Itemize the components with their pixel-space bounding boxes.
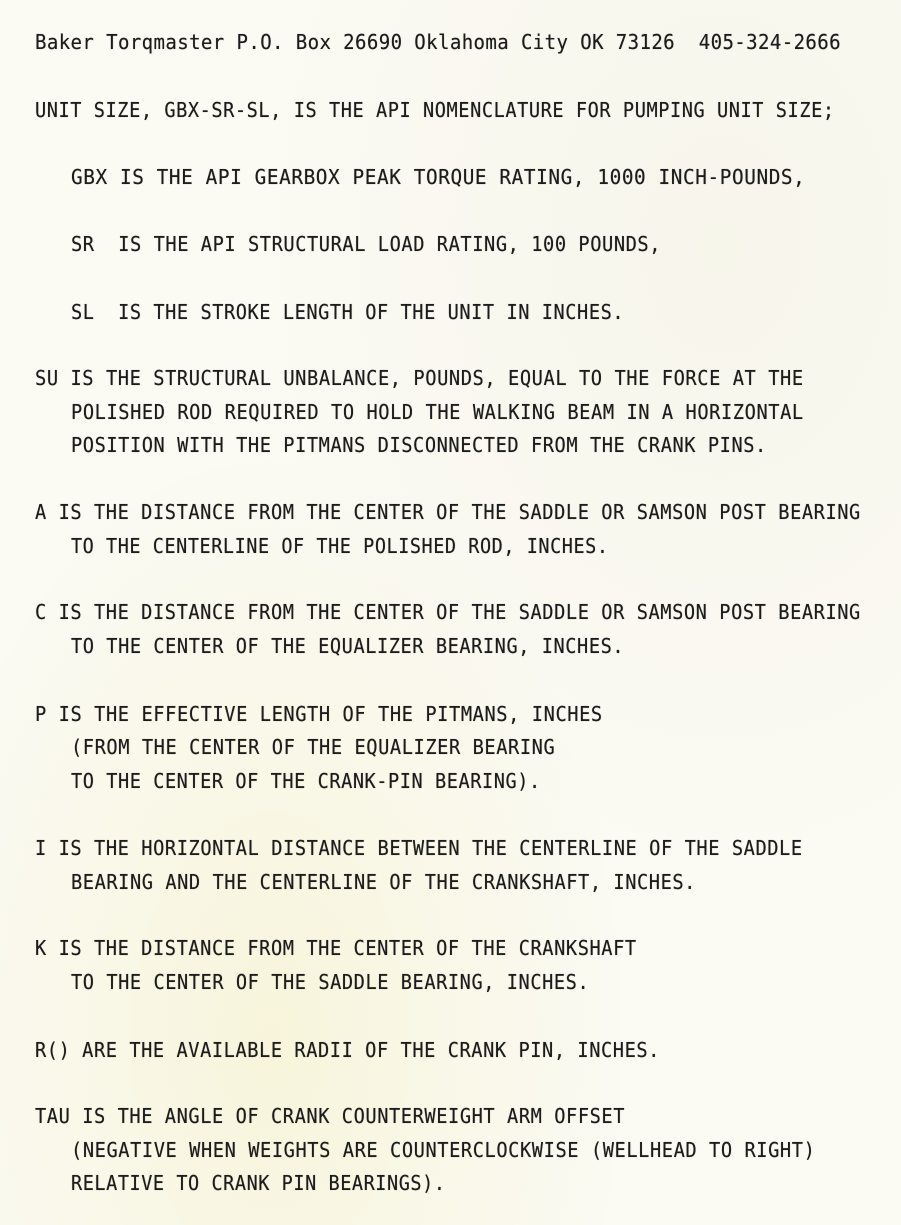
k-definition-line-1: K IS THE DISTANCE FROM THE CENTER OF THE CRANKSHAFT [35, 936, 637, 960]
a-definition-line-1: A IS THE DISTANCE FROM THE CENTER OF THE SADDLE OR SAMSON POST BEARING [35, 500, 861, 524]
a-definition-line-2: TO THE CENTERLINE OF THE POLISHED ROD, INCHES. [71, 534, 609, 558]
su-definition-line-1: SU IS THE STRUCTURAL UNBALANCE, POUNDS, EQUAL TO THE FORCE AT THE [35, 366, 804, 390]
unit-size-intro: UNIT SIZE, GBX-SR-SL, IS THE API NOMENCLATURE FOR PUMPING UNIT SIZE; [35, 98, 835, 122]
r-definition: R() ARE THE AVAILABLE RADII OF THE CRANK PIN, INCHES. [35, 1038, 660, 1062]
i-definition-line-2: BEARING AND THE CENTERLINE OF THE CRANKSHAFT, INCHES. [71, 870, 696, 894]
gbx-definition: GBX IS THE API GEARBOX PEAK TORQUE RATING, 1000 INCH-POUNDS, [71, 165, 806, 189]
p-definition-line-3: TO THE CENTER OF THE CRANK-PIN BEARING). [71, 769, 541, 793]
c-definition-line-1: C IS THE DISTANCE FROM THE CENTER OF THE SADDLE OR SAMSON POST BEARING [35, 600, 861, 624]
sr-definition: SR IS THE API STRUCTURAL LOAD RATING, 100 POUNDS, [71, 232, 662, 256]
tau-definition-line-1: TAU IS THE ANGLE OF CRANK COUNTERWEIGHT ARM OFFSET [35, 1104, 626, 1128]
sl-definition: SL IS THE STROKE LENGTH OF THE UNIT IN INCHES. [71, 300, 625, 324]
tau-definition-line-2: (NEGATIVE WHEN WEIGHTS ARE COUNTERCLOCKWISE (WELLHEAD TO RIGHT) [71, 1138, 816, 1162]
su-definition-line-3: POSITION WITH THE PITMANS DISCONNECTED FROM THE CRANK PINS. [71, 433, 767, 457]
c-definition-line-2: TO THE CENTER OF THE EQUALIZER BEARING, INCHES. [71, 634, 625, 658]
su-definition-line-2: POLISHED ROD REQUIRED TO HOLD THE WALKING BEAM IN A HORIZONTAL [71, 400, 804, 424]
p-definition-line-2: (FROM THE CENTER OF THE EQUALIZER BEARING [71, 735, 556, 759]
k-definition-line-2: TO THE CENTER OF THE SADDLE BEARING, INCHES. [71, 970, 590, 994]
p-definition-line-1: P IS THE EFFECTIVE LENGTH OF THE PITMANS, INCHES [35, 702, 603, 726]
i-definition-line-1: I IS THE HORIZONTAL DISTANCE BETWEEN THE CENTERLINE OF THE SADDLE [35, 836, 803, 860]
company-header: Baker Torqmaster P.O. Box 26690 Oklahoma City OK 73126 405-324-2666 [35, 30, 841, 54]
tau-definition-line-3: RELATIVE TO CRANK PIN BEARINGS). [71, 1171, 446, 1195]
